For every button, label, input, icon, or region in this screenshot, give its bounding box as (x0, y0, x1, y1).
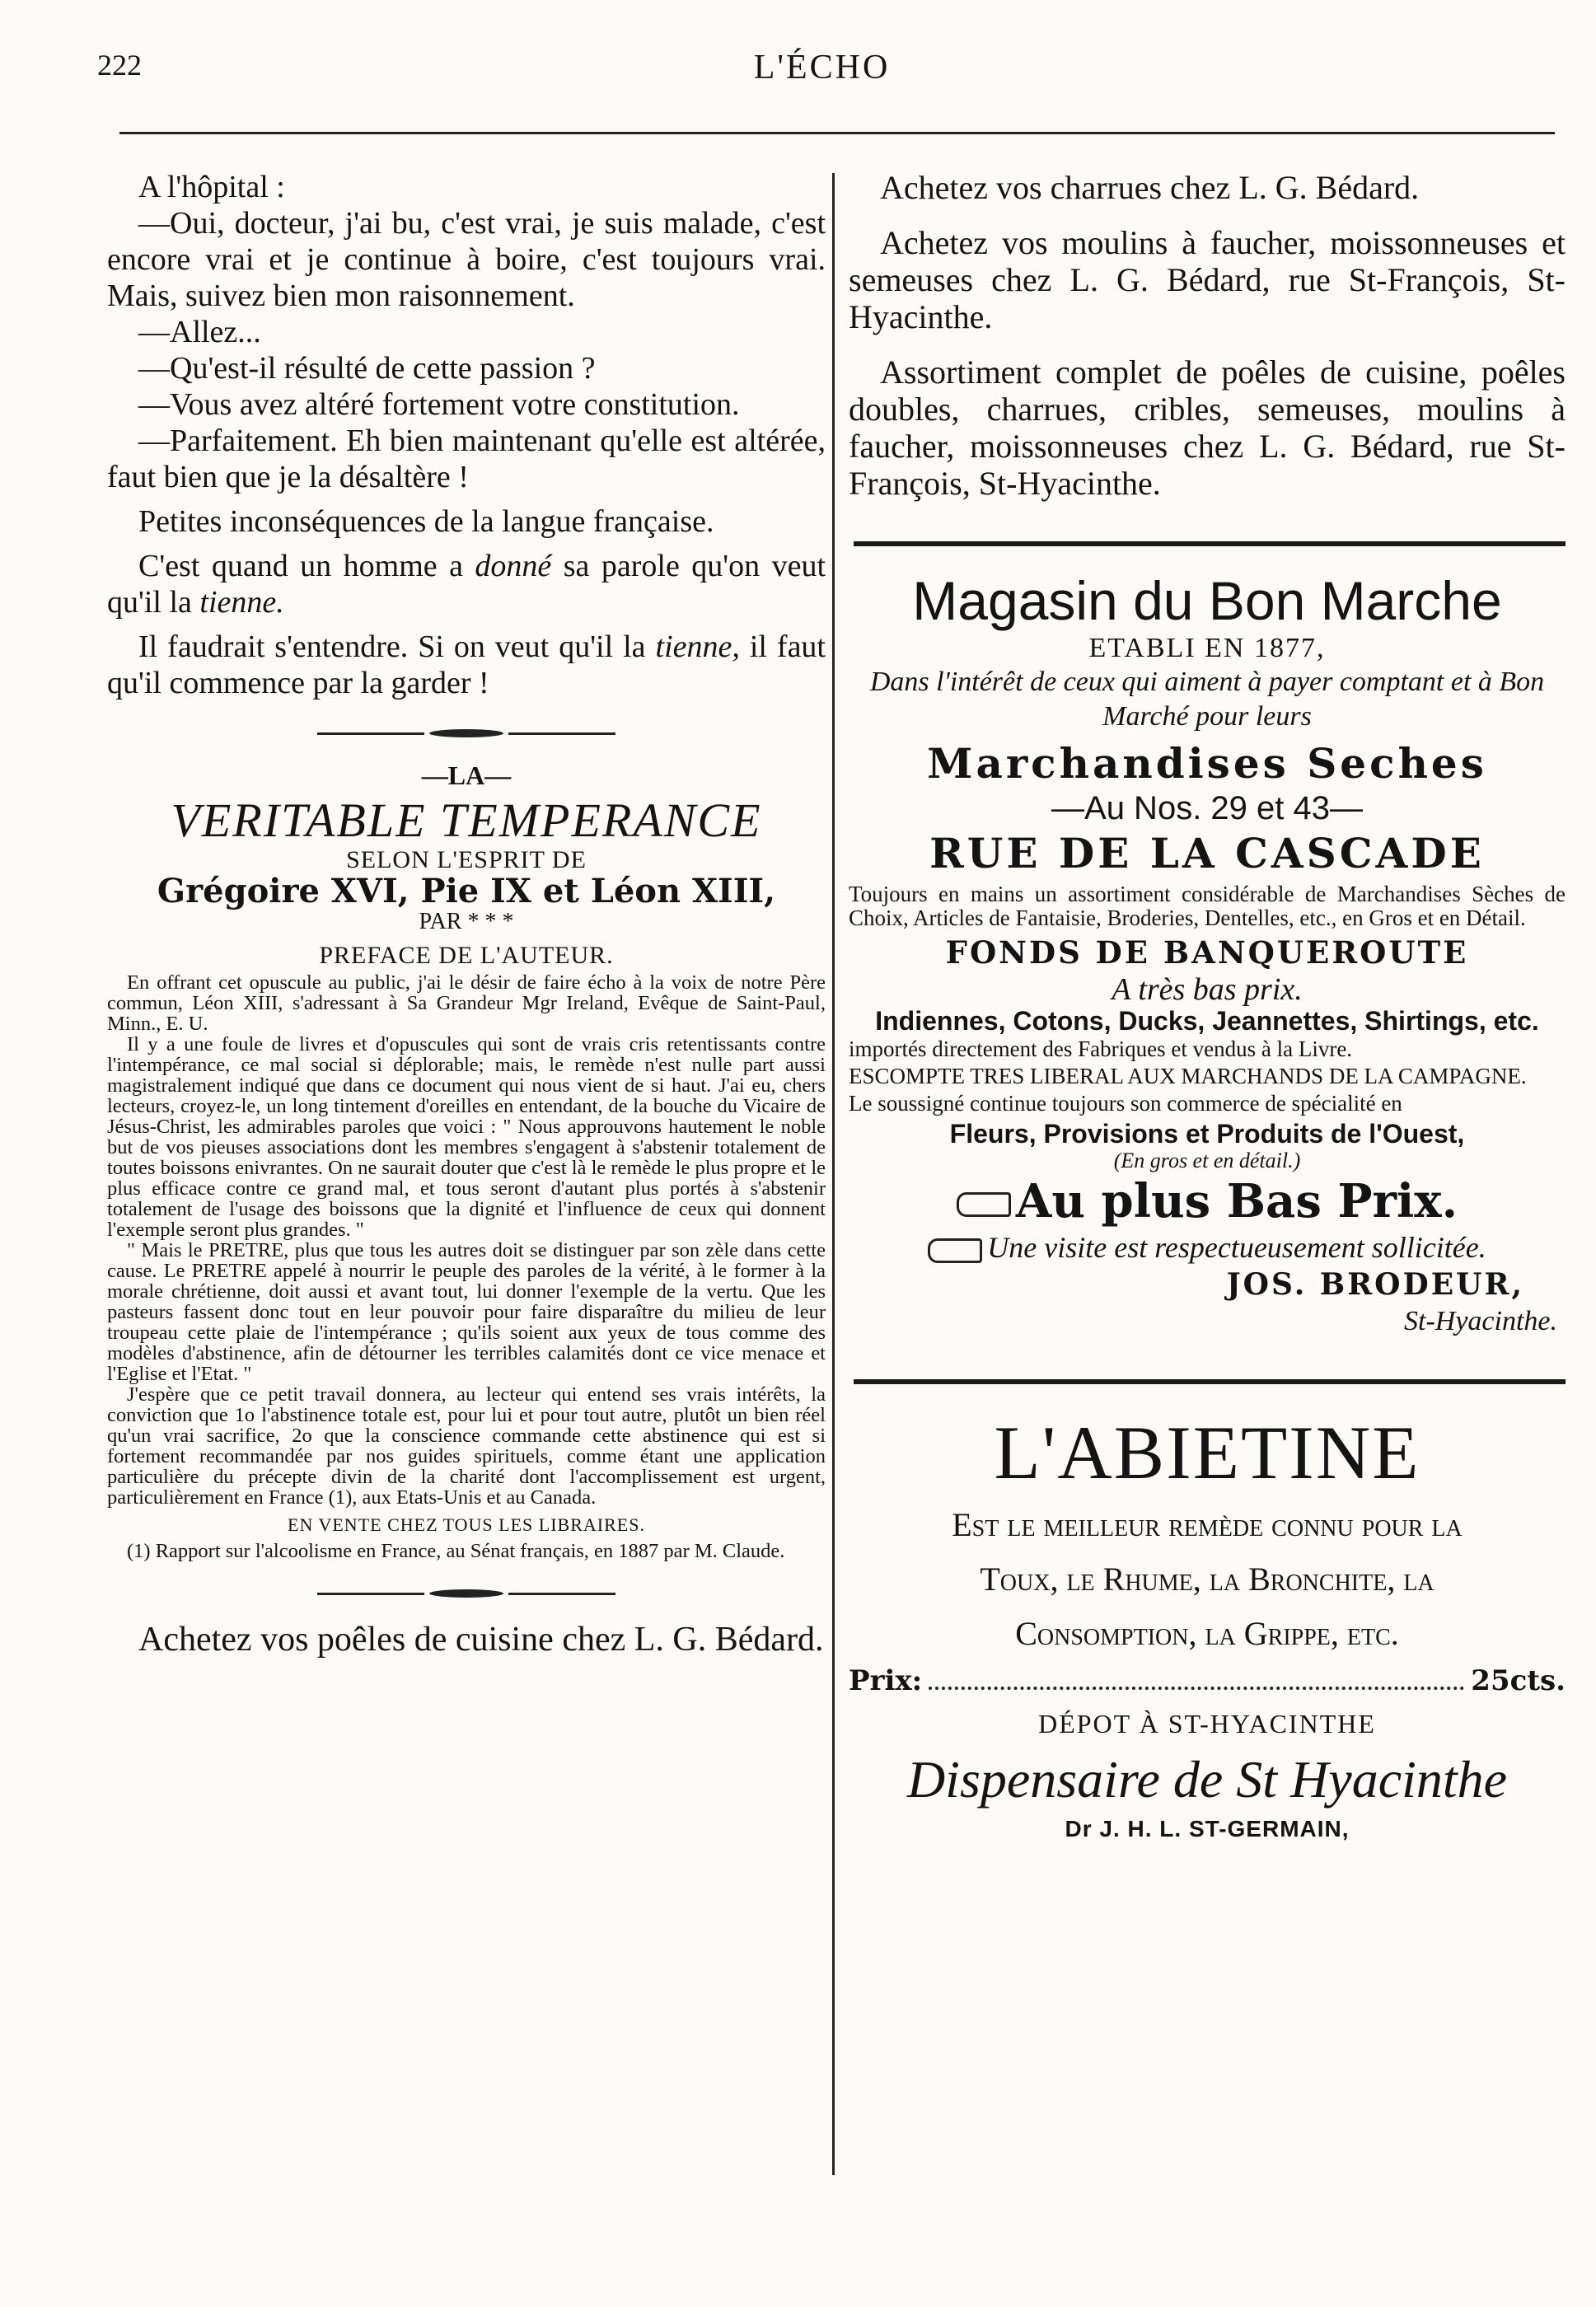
magasin-banqueroute: FONDS DE BANQUEROUTE (945, 934, 1469, 971)
pointing-hand-icon (928, 1238, 982, 1263)
page-header (97, 48, 1547, 97)
magasin-imported: importés directement des Fabriques et vendus à la Livre. (849, 1037, 1353, 1061)
magasin-bas-prix: A très bas prix. (1112, 972, 1303, 1007)
preface-paragraph: En offrant cet opuscule au public, j'ai le désir de faire écho à la voix de notre Père commun, Léon XIII, s'adressant à Sa Grandeur Mgr Ireland, Evêque de Saint-Paul, Minn., E. U. (107, 971, 826, 1035)
ornament-divider (107, 729, 826, 737)
magasin-provisions: Fleurs, Provisions et Produits de l'Ouest, (949, 1119, 1465, 1149)
column-divider (832, 173, 835, 2175)
abietine-text: Est le meilleur remède connu pour la (952, 1506, 1463, 1543)
preface-heading: PREFACE DE L'AUTEUR. (319, 942, 614, 969)
anecdote-line: —Allez... (138, 315, 261, 349)
right-column (849, 169, 1566, 1846)
magasin-address-nos: —Au Nos. 29 et 43— (1051, 790, 1363, 826)
preface-text (107, 972, 826, 1508)
magasin-street: RUE DE LA CASCADE (929, 829, 1485, 877)
footnote: (1) Rapport sur l'alcoolisme en France, au Sénat français, en 1887 par M. Claude. (127, 1540, 785, 1562)
running-title: L'ÉCHO (753, 49, 891, 87)
anecdote-line: —Parfaitement. Eh bien maintenant qu'elle est altérée, faut bien que je la désaltère ! (107, 423, 826, 494)
anecdote-line: A l'hôpital : (138, 170, 285, 204)
book-popes: Grégoire XVI, Pie IX et Léon XIII, (157, 872, 776, 910)
magasin-title: Magasin du Bon Marche (912, 570, 1502, 631)
abietine-text: Toux, le Rhume, la Bronchite, la (980, 1561, 1435, 1598)
magasin-marchandises: Marchandises Seches (927, 739, 1487, 788)
poeles-ad: Achetez vos poêles de cuisine chez L. G. Bédard. (138, 1621, 824, 1659)
abietine-depot: DÉPOT À ST-HYACINTHE (1038, 1709, 1376, 1738)
pointing-hand-icon (957, 1192, 1011, 1217)
abietine-text: Consomption, la Grippe, etc. (1015, 1615, 1399, 1652)
hospital-anecdote (107, 169, 826, 701)
abietine-price (849, 1661, 1566, 1701)
langue-paragraph: C'est quand un homme a donné sa parole qu'on veut qu'il la tienne. (107, 549, 826, 620)
magasin-en-gros: (En gros et en détail.) (1113, 1149, 1301, 1172)
magasin-goods: Indiennes, Cotons, Ducks, Jeannettes, Shirtings, etc. (875, 1006, 1539, 1036)
left-column (107, 169, 826, 1659)
magasin-proprietor: JOS. BRODEUR, (1226, 1267, 1524, 1302)
book-title: VERITABLE TEMPERANCE (171, 793, 762, 847)
abietine-doctor: Dr J. H. L. ST-GERMAIN, (1065, 1816, 1350, 1841)
abietine-title: L'ABIETINE (994, 1411, 1420, 1495)
abietine-dispensaire: Dispensaire de St Hyacinthe (906, 1750, 1508, 1809)
section-rule (854, 1379, 1566, 1384)
price-label: Prix: (849, 1664, 923, 1697)
anecdote-line: —Vous avez altéré fortement votre constitution. (138, 387, 740, 422)
langue-paragraph: Petites inconséquences de la langue française. (138, 504, 714, 539)
magasin-soussigne: Le soussigné continue toujours son commerce de spécialité en (849, 1091, 1402, 1116)
dotted-leader (929, 1687, 1464, 1690)
ornament-divider (107, 1589, 826, 1598)
page-number: 222 (97, 49, 142, 82)
price-value: 25cts. (1471, 1664, 1566, 1697)
en-vente-notice: EN VENTE CHEZ TOUS LES LIBRAIRES. (288, 1514, 645, 1535)
preface-paragraph: Il y a une foule de livres et d'opuscules qui sont de vrais cris retentissants contre l'intempérance, ce mal social si déplorable; mais, le remède n'est nulle part aussi magistralement indiqué que dans ce document qui nous vient de si haut. J'ai eu, chers lecteurs, croyez-le, un long tintement d'oreilles en entendant, de la bouche du Vicaire de Jésus-Christ, les admirables paroles que voici : " Nous approuvons hautement le noble but de vos pieuses associations dont les membres s'engagent à s'abstenir totalement de toutes boissons enivrantes. On ne saurait douter que c'est là le remède le plus propre et le plus efficace contre ce grand mal, et tous seront d'autant plus portés à s'abstenir totalement de l'usage des boissons que la dignité et l'influence de ceux qui donnent l'exemple seront plus grandes. " (107, 1033, 826, 1241)
magasin-ad (849, 569, 1566, 1340)
anecdote-line: —Qu'est-il résulté de cette passion ? (138, 351, 596, 386)
bedard-ad: Achetez vos charrues chez L. G. Bédard. (880, 169, 1420, 206)
book-author: PAR * * * (419, 909, 514, 934)
bedard-ad: Assortiment complet de poêles de cuisine, poêles doubles, charrues, cribles, semeuses, moulins à faucher, moissonneuses chez L. G. Bédard, rue St-François, St-Hyacinthe. (849, 353, 1566, 502)
preface-paragraph: J'espère que ce petit travail donnera, au lecteur qui entend ses vrais intérêts, la conviction que 1o l'abstinence totale est, pour lui et pour tout autre, plutôt un bien réel qu'un vrai sacrifice, 2o que la conscience commande cette abstinence qui est si fortement recommandée par nos guides spirituels, comme étant une application particulière du précepte divin de la charité dont l'accomplissement est urgent, particulièrement en France (1), aux Etats-Unis et au Canada. (107, 1383, 826, 1509)
magasin-intro: Dans l'intérêt de ceux qui aiment à payer comptant et à Bon Marché pour leurs (869, 667, 1545, 732)
preface-paragraph: " Mais le PRETRE, plus que tous les autres doit se distinguer par son zèle dans cette cause. Le PRETRE appelé à nourrir le peuple des paroles de la vérité, à le former à la morale chrétienne, doit aussi et avant tout, lui donner l'exemple de la vertu. Que les pasteurs fassent donc tout en leur pouvoir pour faire disparaître du milieu de leur troupeau cette plaie de l'intempérance ; qu'ils soient aux yeux de tous comme des modèles d'abstinence, afin de détourner les terribles calamités dont ce vice menace et l'Eglise et l'Etat. " (107, 1239, 826, 1385)
magasin-escompte: ESCOMPTE TRES LIBERAL AUX MARCHANDS DE LA CAMPAGNE. (849, 1064, 1527, 1088)
bedard-ad: Achetez vos moulins à faucher, moissonneuses et semeuses chez L. G. Bédard, rue St-François, St-Hyacinthe. (849, 224, 1566, 335)
magasin-established: ETABLI EN 1877, (1088, 633, 1326, 663)
section-rule (854, 541, 1566, 546)
magasin-plus-bas-prix: Au plus Bas Prix. (849, 1173, 1566, 1229)
anecdote-line: —Oui, docteur, j'ai bu, c'est vrai, je suis malade, c'est encore vrai et je continue à boire, c'est toujours vrai. Mais, suivez bien mon raisonnement. (107, 206, 826, 313)
magasin-visite: Une visite est respectueusement sollicitée. (849, 1229, 1566, 1266)
magasin-place: St-Hyacinthe. (1404, 1306, 1557, 1336)
magasin-assortment: Toujours en mains un assortiment considérable de Marchandises Sèches de Choix, Articles de Fantaisie, Broderies, Dentelles, etc., en Gros et en Détail. (849, 882, 1566, 930)
book-subtitle: SELON L'ESPRIT DE (346, 846, 587, 873)
header-rule (119, 132, 1555, 134)
book-la: —LA— (421, 760, 512, 790)
abietine-ad (849, 1407, 1566, 1846)
langue-paragraph: Il faudrait s'entendre. Si on veut qu'il la tienne, il faut qu'il commence par la garder ! (107, 629, 826, 700)
